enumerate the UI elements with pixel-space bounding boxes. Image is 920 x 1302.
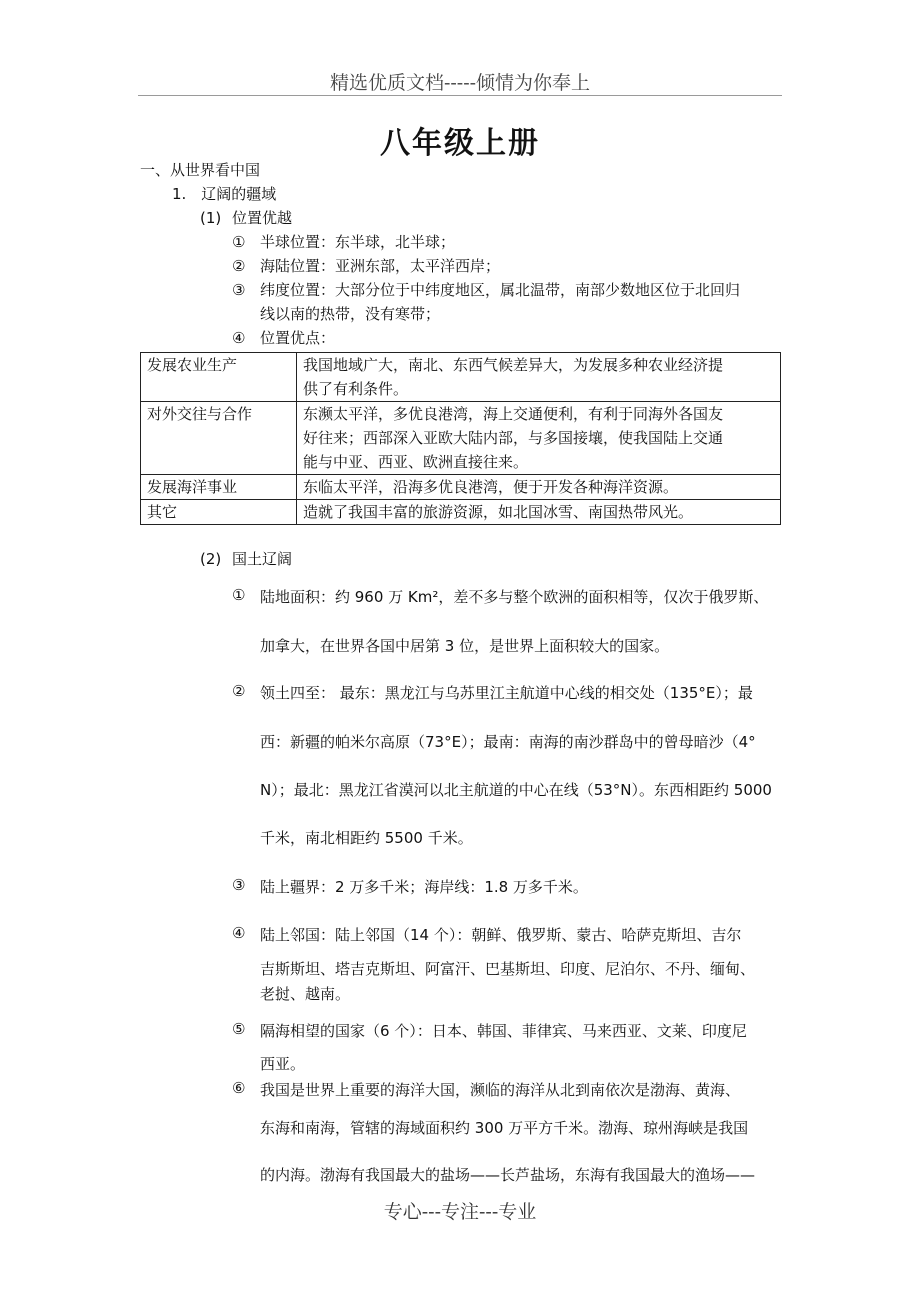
cell-line: 东濒太平洋，多优良港湾，海上交通便利，有利于同海外各国友 bbox=[303, 405, 724, 423]
territory-item-line: 陆上邻国：陆上邻国（14 个）：朝鲜、俄罗斯、蒙古、哈萨克斯坦、吉尔 bbox=[260, 926, 742, 944]
cell-line: 我国地域广大，南北、东西气候差异大，为发展多种农业经济提 bbox=[303, 356, 724, 374]
position-item-line: 半球位置：东半球，北半球； bbox=[260, 233, 456, 251]
part2-title: 国土辽阔 bbox=[232, 550, 293, 568]
part1-label: (1) bbox=[200, 209, 222, 227]
cell-line: 供了有利条件。 bbox=[303, 380, 409, 398]
header-divider bbox=[138, 95, 782, 96]
page-header: 精选优质文档-----倾情为你奉上 bbox=[329, 72, 591, 94]
territory-item-num: ③ bbox=[232, 876, 246, 894]
position-item-line: 海陆位置：亚洲东部，太平洋西岸； bbox=[260, 257, 501, 275]
territory-item-line: 老挝、越南。 bbox=[260, 985, 351, 1003]
table-row bbox=[141, 353, 781, 402]
section-heading: 一、从世界看中国 bbox=[140, 161, 261, 179]
territory-item-line: 吉斯斯坦、塔吉克斯坦、阿富汗、巴基斯坦、印度、尼泊尔、不丹、缅甸、 bbox=[260, 960, 756, 978]
table-value-cell bbox=[297, 500, 781, 525]
territory-item-num: ⑥ bbox=[232, 1079, 246, 1097]
territory-item-line: 西：新疆的帕米尔高原（73°E）；最南：南海的南沙群岛中的曾母暗沙（4° bbox=[260, 733, 756, 751]
position-item-num: ② bbox=[232, 257, 246, 275]
territory-item-num: ④ bbox=[232, 924, 246, 942]
territory-item-line: 陆上疆界：2 万多千米；海岸线：1.8 万多千米。 bbox=[260, 878, 588, 896]
territory-item-line: 我国是世界上重要的海洋大国，濒临的海洋从北到南依次是渤海、黄海、 bbox=[260, 1081, 741, 1099]
territory-item-num: ① bbox=[232, 586, 246, 604]
territory-item-line: 千米，南北相距约 5500 千米。 bbox=[260, 829, 473, 847]
territory-item-num: ② bbox=[232, 682, 246, 700]
cell-line: 造就了我国丰富的旅游资源，如北国冰雪、南国热带风光。 bbox=[303, 503, 694, 521]
page-footer: 专心---专注---专业 bbox=[383, 1201, 537, 1223]
table-key-cell: 对外交往与合作 bbox=[141, 402, 297, 475]
table-value-cell bbox=[297, 402, 781, 475]
part2-label: (2) bbox=[200, 550, 222, 568]
subsection-heading: 1. 辽阔的疆域 bbox=[172, 185, 277, 203]
territory-item-num: ⑤ bbox=[232, 1020, 246, 1038]
territory-item-line: 陆地面积：约 960 万 Km²，差不多与整个欧洲的面积相等，仅次于俄罗斯、 bbox=[260, 588, 769, 606]
cell-line: 东临太平洋，沿海多优良港湾，便于开发各种海洋资源。 bbox=[303, 478, 679, 496]
cell-line: 能与中亚、西亚、欧洲直接往来。 bbox=[303, 453, 529, 471]
table-row bbox=[141, 475, 781, 500]
table-key-cell: 其它 bbox=[141, 500, 297, 525]
position-item-num: ④ bbox=[232, 329, 246, 347]
territory-item-line: 西亚。 bbox=[260, 1055, 306, 1073]
table-row bbox=[141, 402, 781, 475]
table-key-cell: 发展农业生产 bbox=[141, 353, 297, 402]
position-item-num: ① bbox=[232, 233, 246, 251]
position-item-line: 纬度位置：大部分位于中纬度地区，属北温带，南部少数地区位于北回归 bbox=[260, 281, 741, 299]
territory-item-line: 东海和南海，管辖的海域面积约 300 万平方千米。渤海、琼州海峡是我国 bbox=[260, 1119, 749, 1137]
table-value-cell bbox=[297, 475, 781, 500]
part1-title: 位置优越 bbox=[232, 209, 293, 227]
cell-line: 好往来；西部深入亚欧大陆内部，与多国接壤，使我国陆上交通 bbox=[303, 429, 724, 447]
table-value-cell bbox=[297, 353, 781, 402]
territory-item-line: 加拿大，在世界各国中居第 3 位，是世界上面积较大的国家。 bbox=[260, 637, 670, 655]
advantages-table bbox=[140, 352, 781, 525]
territory-item-line: N）；最北：黑龙江省漠河以北主航道的中心在线（53°N）。东西相距约 5000 bbox=[260, 781, 772, 799]
page-title: 八年级上册 bbox=[380, 126, 540, 161]
table-key-cell: 发展海洋事业 bbox=[141, 475, 297, 500]
territory-item-line: 领土四至： 最东：黑龙江与乌苏里江主航道中心线的相交处（135°E）；最 bbox=[260, 684, 753, 702]
territory-item-line: 隔海相望的国家（6 个）：日本、韩国、菲律宾、马来西亚、文莱、印度尼 bbox=[260, 1022, 747, 1040]
table-row bbox=[141, 500, 781, 525]
position-item-num: ③ bbox=[232, 281, 246, 299]
position-item-line: 线以南的热带，没有寒带； bbox=[260, 305, 441, 323]
position-item-line: 位置优点： bbox=[260, 329, 336, 347]
territory-item-line: 的内海。渤海有我国最大的盐场——长芦盐场，东海有我国最大的渔场—— bbox=[260, 1166, 756, 1184]
